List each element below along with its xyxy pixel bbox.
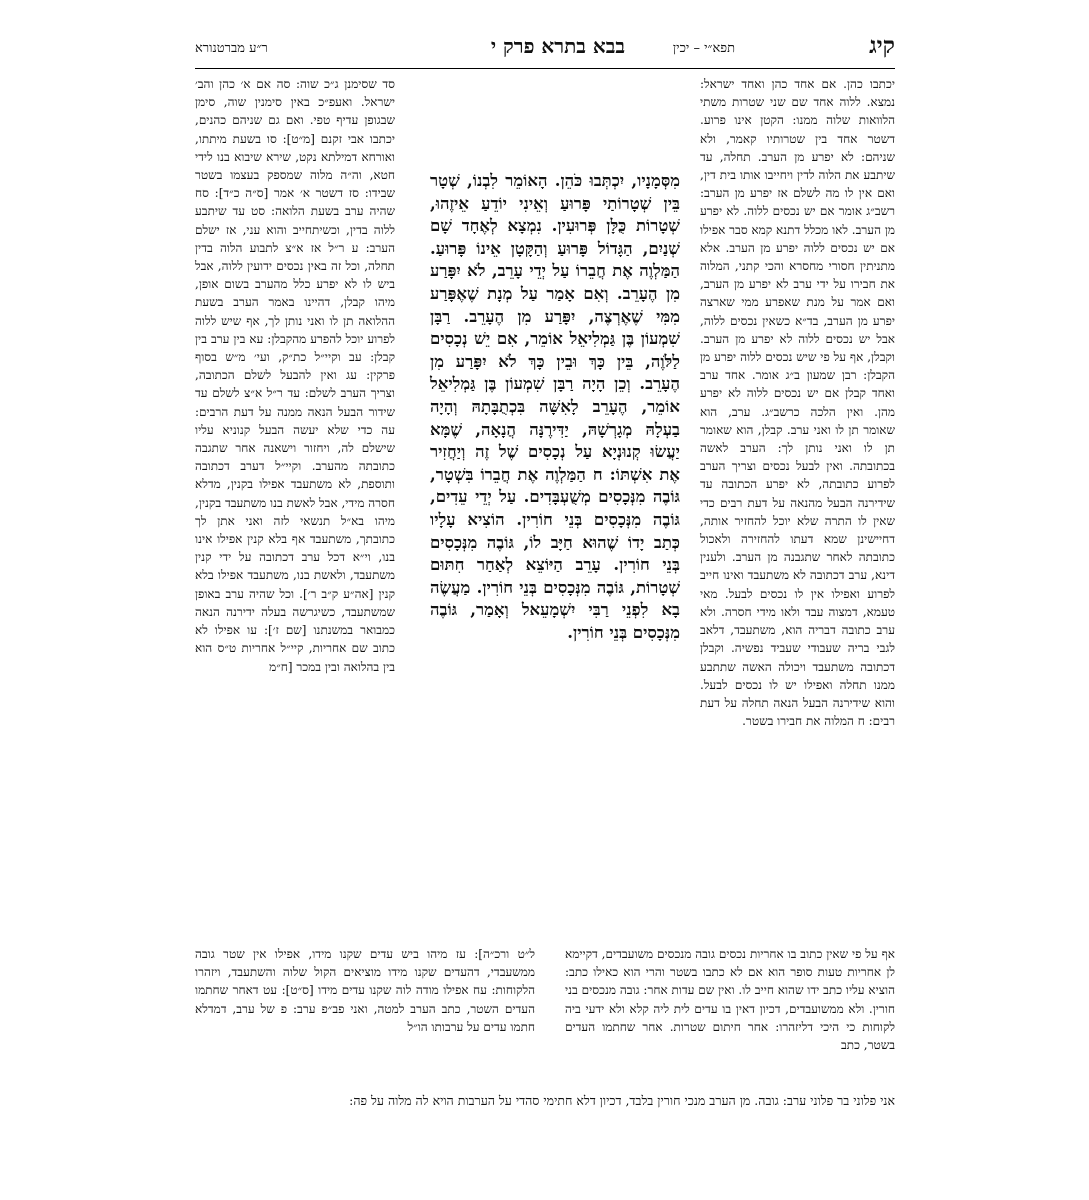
page-number: קיג	[869, 32, 895, 59]
bartenura-text: יכתבו כהן. אם אחד כהן ואחד ישראל: נמצא. ללוה אחד שם שני שטרות משתי הלוואות שלוה ממנו: הקטן אינו פרוע. דשטר אחד בין שטרותיו קאמר, ולא שניהם: לא יפרע מן הערב. תחלה, עד שיתבע את הלוה לדין ויחייבו אותו בית דין, ואם אין לו מה לשלם אז יפרע מן הערב: רשב״ג אומר אם יש נכסים ללוה. לא יפרע מן הערב. לאו מכלל דתנא קמא סבר אפילו אם יש נכסים ללוה יפרע מן הערב. אלא מתניתין חסורי מחסרא והכי קתני, המלוה את חבירו על ידי ערב לא יפרע מן הערב, ואם אמר על מנת שאפרע ממי שארצה יפרע מן הערב, בד״א כשאין נכסים ללוה, אבל יש נכסים ללוה לא יפרע מן הערב. וקבלן, אף על פי שיש נכסים ללוה יפרע מן הקבלן: רבן שמעון ב״ג אומר. אחד ערב ואחד קבלן אם יש נכסים ללוה לא יפרע מהן. ואין הלכה כרשב״ג. ערב, הוא שאומר תן לו ואני ערב. קבלן, הוא שאומר תן לו ואני נותן לך: הערב לאשה בכתובתה. ואין לבעל נכסים וצריך הערב לפרוע כתובתה, לא יפרע הכתובה עד שידירנה הבעל מהנאה על דעת רבים כדי שאין לו התרה שלא יוכל להחזיר אותה, דחיישינן שמא דעתו להחזירה ולאכול כתובתה לאחר שתגבנה מן הערב. ולענין דינא, ערב דכתובה לא משתעבד ואינו חייב לפרוע ואפילו אין לו נכסים לבעל. מאי טעמא, דמצוה עבד ולאו מידי חסרה. ולא ערב כתובה דבריה הוא, משתעבד, דלאב לגבי בריה שעבודי שעביד נפשיה. וקבלן דכתובה משתעבד ויכולה האשה שתתבע ממנו תחלה ואפילו יש לו נכסים לבעל. והוא שידירנה הבעל הנאה תחלה על דעת רבים: ח המלוה את חבירו בשטר.	[700, 77, 895, 729]
footer-text-line	[195, 1092, 895, 1110]
commentary-title-left: ר״ע מברטנורא	[195, 41, 268, 56]
bartenura-commentary	[700, 75, 895, 730]
yachin-continuation-text: ל״ט ורכ״ה]: עז מיהו ביש עדים שקנו מידו, אפילו אין שטר גובה ממשעבדי, דהעדים שקנו מידו מוציאים הקול שלוה והשתעבד, ויזהרו הלקוחות: עח אפילו מודה לוה שקנו עדים מידו [ס״ט]: עט דאחר שחתמו העדים השטר, כתב הערב למטה, ואני פב״פ ערב: פ של ערב, דמדלא חתמו עדים על ערבותו הו״ל	[195, 947, 535, 1034]
bartenura-continuation	[565, 945, 895, 1054]
yachin-text: סד שסימנן ג״כ שוה: סה אם א׳ כהן והב׳ ישראל. ואעפ״כ באין סימנין שוה, סימן שבגופן עדיף טפי. ואם גם שניהם כהנים, יכתבו אבי זקנם [מ״ט]: סו בשעת מיתתו, ואורחא דמילתא נקט, שירא שיבוא בנו לידי חטא, וה״ה מלוה שמספק בעצמו בשטר שבידו: סז דשטר א׳ אמר [ס״ה כ״ד]: סח שהיה ערב בשעת הלואה: סט עד שיתבע ללוה בדין, וכשיתחייב והוא עני, אז ישלם הערב: ע ר״ל אז א״צ לתבוע הלוה בדין תחלה, וכל זה באין נכסים ידועין ללוה, אבל ביש לו לא יפרע כלל מהערב בשום אופן, מיהו קבלן, דהיינו באמר הערב בשעת ההלואה תן לו ואני נותן לך, אף שיש ללוה לפרוע יוכל להפרע מהקבלן: עא בין ערב בין קבלן: עב וקיי״ל כת״ק, ועי׳ מ״ש בסוף פרקין: עג ואין להבעל לשלם הכתובה, וצריך הערב לשלם: עד ר״ל א״צ לשלם עד שידור הבעל הנאה ממנה על דעת הרבים: עה כדי שלא יעשה הבעל קנוניא עליו שישלם לה, ויחזור וישאנה אחר שתגבה כתובתה מהערב. וקיי״ל דערב דכתובה ותוספת, לא משתעבד אפילו בקנין, מדלא חסרה מידי, אבל לאשת בנו משתעבד בקנין, מיהו בא״ל תנשאי לזה ואני אתן לך כתובתך, משתעבד אף בלא קנין אפילו אינו בנו, וי״א דכל ערב דכתובה על ידי קנין משתעבד, ולאשת בנו, משתעבד אפילו בלא קנין [אה״ע ק״ב ר׳]. וכל שהיה ערב באופן שמשתעבד, כשיגרשה בעלה ידירנה הנאה כמבואר במשנתנו [שם ז׳]: עו אפילו לא כתוב שם אחריות, קיי״ל אחריות ט״ס הוא בין בהלואה ובין במכר [ח״מ	[195, 77, 395, 674]
tractate-title: בבא בתרא פרק י	[490, 34, 625, 58]
yachin-continuation	[195, 945, 535, 1036]
header-rule	[195, 68, 895, 69]
commentary-title-right: תפא״י – יכין	[672, 41, 735, 56]
tiferet-yisrael-commentary	[195, 75, 395, 676]
document-page	[195, 30, 895, 1115]
running-header	[195, 32, 895, 62]
mishnah-text-column	[430, 170, 680, 644]
bartenura-continuation-text: אף על פי שאין כתוב בו אחריות נכסים גובה מנכסים משועבדים, דקיימא לן אחריות טעות סופר הוא אם לא כתבו בשטר והרי הוא כאילו כתב: הוציא עליו כתב ידו שהוא חייב לו. ואין שם עדות אחר: גובה מנכסים בני חורין. ולא ממשועבדים, דכיון דאין בו עדים לית ליה קלא ולא ידעי ביה לקוחות כי היכי דליזהרו: אחר חיתום שטרות. אחר שחתמו העדים בשטר, כתב	[565, 947, 895, 1053]
mishnah-text: מִסְּמָנָיו, יִכְתְּבוּ כֹּהֵן. הָאוֹמֵר לִבְנוֹ, שְׁטָר בֵּין שְׁטָרוֹתַי פָּרוּעַ וְאֵינִי יוֹדֵעַ אֵיזֶהוּ, שְׁטָרוֹת כֻּלָּן פְּרוּעִין. נִמְצָא לְאֶחָד שָׁם שְׁנַיִם, הַגָּדוֹל פָּרוּעַ וְהַקָּטָן אֵינוֹ פָּרוּעַ. הַמַּלְוֶה אֶת חֲבֵרוֹ עַל יְדֵי עָרֵב, לֹא יִפָּרַע מִן הֶעָרֵב. וְאִם אָמַר עַל מְנָת שֶׁאֶפָּרַע מִמִּי שֶׁאֶרְצֶה, יִפָּרַע מִן הֶעָרֵב. רַבָּן שִׁמְעוֹן בֶּן גַּמְלִיאֵל אוֹמֵר, אִם יֵשׁ נְכָסִים לַלֹּוֶה, בֵּין כָּךְ וּבֵין כָּךְ לֹא יִפָּרַע מִן הֶעָרֵב. וְכֵן הָיָה רַבָּן שִׁמְעוֹן בֶּן גַּמְלִיאֵל אוֹמֵר, הֶעָרֵב לָאִשָּׁה בִּכְתֻבָּתָהּ וְהָיָה בַעְלָהּ מְגָרְשָׁהּ, יַדִּירֶנָּה הֲנָאָה, שֶׁמָּא יַעֲשׂוּ קְנוּנְיָא עַל נְכָסִים שֶׁל זֶה וְיַחֲזִיר אֶת אִשְׁתּוֹ: ח הַמַּלְוֶה אֶת חֲבֵרוֹ בִּשְׁטָר, גּוֹבֶה מִנְּכָסִים מְשֻׁעְבָּדִים. עַל יְדֵי עֵדִים, גּוֹבֶה מִנְּכָסִים בְּנֵי חוֹרִין. הוֹצִיא עָלָיו כְּתַב יָדוֹ שֶׁהוּא חַיָּב לוֹ, גּוֹבֶה מִנְּכָסִים בְּנֵי חוֹרִין. עָרֵב הַיּוֹצֵא לְאַחַר חִתּוּם שְׁטָרוֹת, גּוֹבֶה מִנְּכָסִים בְּנֵי חוֹרִין. מַעֲשֶׂה בָא לִפְנֵי רַבִּי יִשְׁמָעֵאל וְאָמַר, גּוֹבֶה מִנְּכָסִים בְּנֵי חוֹרִין.	[430, 171, 680, 642]
footer-text: אני פלוני בר פלוני ערב: גובה. מן הערב מנכי חורין בלבד, דכיון דלא חתימי סהדי על הערבות הויא לה מלוה על פה:	[349, 1093, 895, 1108]
